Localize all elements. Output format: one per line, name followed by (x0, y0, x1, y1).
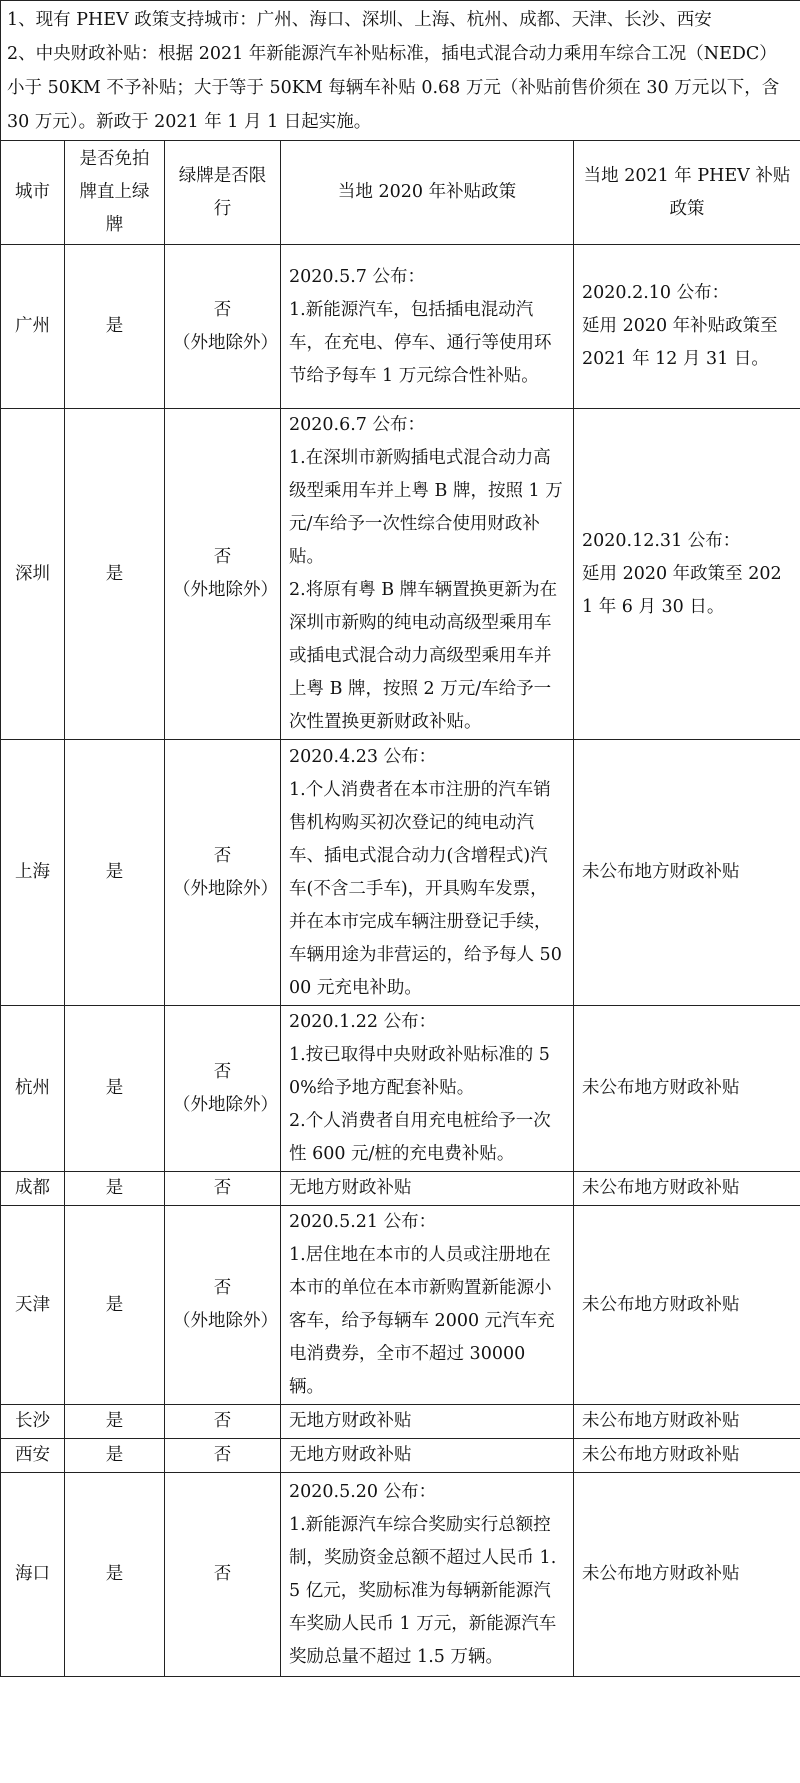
restrict-note: （外地除外） (173, 1094, 278, 1115)
restrict-value: 否 (213, 547, 232, 567)
policy-2020-date: 2020.5.20 公布： (289, 1481, 437, 1502)
policy-2021-text: 延用 2020 年补贴政策至 2021 年 12 月 31 日。 (582, 316, 778, 369)
restrict-value: 否 (213, 1061, 232, 1082)
plate-cell: 是 (65, 1172, 165, 1206)
policy-2020-date: 2020.5.21 公布： (289, 1212, 437, 1232)
plate-cell: 是 (65, 409, 165, 740)
restrict-value: 否 (213, 299, 232, 320)
policy-2021-cell (574, 1006, 800, 1172)
header-plate: 是否免拍牌直上绿牌 (65, 141, 165, 245)
restrict-note: （外地除外） (173, 332, 278, 353)
plate-cell: 是 (65, 245, 165, 409)
policy-2020-cell (281, 1405, 574, 1439)
intro-row (1, 1, 800, 141)
policy-2020-item: 2.将原有粤 B 牌车辆置换更新为在深圳市新购的纯电动高级型乘用车或插电式混合动力高级型乘用车并上粤 B 牌，按照 2 万元/车给予一次性置换更新财政补贴。 (289, 580, 558, 732)
policy-2020-cell (281, 1172, 574, 1206)
policy-2021-text: 未公布地方财政补贴 (582, 1445, 740, 1465)
restrict-value: 否 (213, 1411, 232, 1431)
policy-2020-date: 2020.1.22 公布： (289, 1012, 437, 1032)
policy-2021-date: 2020.12.31 公布： (582, 530, 741, 551)
restrict-note: （外地除外） (173, 580, 278, 600)
city-cell: 上海 (1, 740, 65, 1006)
policy-2020-item: 1.居住地在本市的人员或注册地在本市的单位在本市新购置新能源小客车，给予每辆车 2000 元汽车充电消费券，全市不超过 30000 辆。 (289, 1245, 555, 1397)
policy-2020-cell (281, 1439, 574, 1473)
table-row (1, 1206, 800, 1405)
policy-2021-cell (574, 409, 800, 740)
restrict-cell (165, 1006, 281, 1172)
policy-2021-text: 未公布地方财政补贴 (582, 1294, 740, 1315)
restrict-value: 否 (213, 1178, 232, 1198)
policy-2021-text: 未公布地方财政补贴 (582, 862, 740, 882)
policy-2020-item: 1.按已取得中央财政补贴标准的 50%给予地方配套补贴。 (289, 1045, 550, 1098)
restrict-value: 否 (213, 1445, 232, 1465)
table-row (1, 1405, 800, 1439)
plate-cell: 是 (65, 1439, 165, 1473)
policy-2021-text: 未公布地方财政补贴 (582, 1178, 740, 1198)
policy-2021-cell (574, 740, 800, 1006)
city-cell: 杭州 (1, 1006, 65, 1172)
table-row (1, 740, 800, 1006)
intro-cell (1, 1, 800, 141)
policy-2021-cell (574, 1405, 800, 1439)
restrict-cell (165, 1172, 281, 1206)
policy-2021-text: 延用 2020 年政策至 2021 年 6 月 30 日。 (582, 563, 782, 617)
table-row (1, 409, 800, 740)
restrict-cell (165, 1405, 281, 1439)
policy-2020-item: 1.新能源汽车，包括插电混动汽车，在充电、停车、通行等使用环节给予每车 1 万元综合性补贴。 (289, 299, 552, 386)
policy-2020-cell (281, 1006, 574, 1172)
plate-cell: 是 (65, 1006, 165, 1172)
policy-2020-item: 1.在深圳市新购插电式混合动力高级型乘用车并上粤 B 牌，按照 1 万元/车给予一次性综合使用财政补贴。 (289, 448, 563, 567)
policy-2020-cell (281, 245, 574, 409)
policy-2020-date: 2020.6.7 公布： (289, 415, 425, 435)
plate-cell: 是 (65, 1473, 165, 1677)
city-cell: 天津 (1, 1206, 65, 1405)
restrict-note: （外地除外） (173, 878, 278, 899)
header-policy-2021: 当地 2021 年 PHEV 补贴政策 (574, 141, 800, 245)
plate-cell: 是 (65, 740, 165, 1006)
policy-2021-cell (574, 1439, 800, 1473)
table-row (1, 1439, 800, 1473)
header-row (1, 141, 800, 245)
intro-line-2: 2、中央财政补贴：根据 2021 年新能源汽车补贴标准，插电式混合动力乘用车综合工况（NEDC）小于 50KM 不予补贴；大于等于 50KM 每辆车补贴 0.68 万元（补贴前售价须在 30 万元以下，含 30 万元）。新政于 2021 年 1 月 1 日起实施。 (7, 43, 780, 132)
restrict-cell (165, 1206, 281, 1405)
table-row (1, 1473, 800, 1677)
policy-2020-item: 1.新能源汽车综合奖励实行总额控制，奖励资金总额不超过人民币 1.5 亿元，奖励标准为每辆新能源汽车奖励人民币 1 万元，新能源汽车奖励总量不超过 1.5 万辆。 (289, 1514, 557, 1667)
city-cell: 西安 (1, 1439, 65, 1473)
city-cell: 广州 (1, 245, 65, 409)
policy-2020-item: 2.个人消费者自用充电桩给予一次性 600 元/桩的充电费补贴。 (289, 1111, 551, 1164)
table-row (1, 1172, 800, 1206)
policy-2020-cell (281, 1206, 574, 1405)
restrict-note: （外地除外） (173, 1311, 278, 1331)
policy-2021-text: 未公布地方财政补贴 (582, 1078, 740, 1098)
policy-2021-cell (574, 245, 800, 409)
restrict-cell (165, 740, 281, 1006)
plate-cell: 是 (65, 1206, 165, 1405)
header-city: 城市 (1, 141, 65, 245)
policy-2020-cell (281, 740, 574, 1006)
intro-line-1: 1、现有 PHEV 政策支持城市：广州、海口、深圳、上海、杭州、成都、天津、长沙、西安 (7, 9, 712, 30)
header-restrict: 绿牌是否限行 (165, 141, 281, 245)
restrict-cell (165, 409, 281, 740)
policy-2020-date: 2020.5.7 公布： (289, 266, 425, 287)
table-row (1, 245, 800, 409)
policy-2020-cell (281, 1473, 574, 1677)
table-row (1, 1006, 800, 1172)
restrict-value: 否 (213, 1278, 232, 1298)
policy-2021-cell (574, 1473, 800, 1677)
policy-2021-cell (574, 1206, 800, 1405)
policy-2020-item: 1.个人消费者在本市注册的汽车销售机构购买初次登记的纯电动汽车、插电式混合动力(含增程式)汽车(不含二手车)，开具购车发票，并在本市完成车辆注册登记手续，车辆用途为非营运的，给予每人 5000 元充电补助。 (289, 779, 562, 998)
plate-cell: 是 (65, 1405, 165, 1439)
city-cell: 成都 (1, 1172, 65, 1206)
policy-2021-cell (574, 1172, 800, 1206)
policy-2020-cell (281, 409, 574, 740)
restrict-cell (165, 245, 281, 409)
policy-2020-date: 无地方财政补贴 (289, 1411, 412, 1431)
city-cell: 长沙 (1, 1405, 65, 1439)
policy-2021-date: 2020.2.10 公布： (582, 283, 730, 303)
city-cell: 深圳 (1, 409, 65, 740)
policy-2021-text: 未公布地方财政补贴 (582, 1564, 740, 1584)
policy-2020-date: 无地方财政补贴 (289, 1178, 412, 1198)
policy-2021-text: 未公布地方财政补贴 (582, 1411, 740, 1431)
restrict-value: 否 (213, 845, 232, 866)
policy-2020-date: 2020.4.23 公布： (289, 746, 437, 767)
city-cell: 海口 (1, 1473, 65, 1677)
restrict-cell (165, 1439, 281, 1473)
header-policy-2020: 当地 2020 年补贴政策 (281, 141, 574, 245)
restrict-value: 否 (213, 1564, 232, 1584)
policy-2020-date: 无地方财政补贴 (289, 1445, 412, 1465)
restrict-cell (165, 1473, 281, 1677)
